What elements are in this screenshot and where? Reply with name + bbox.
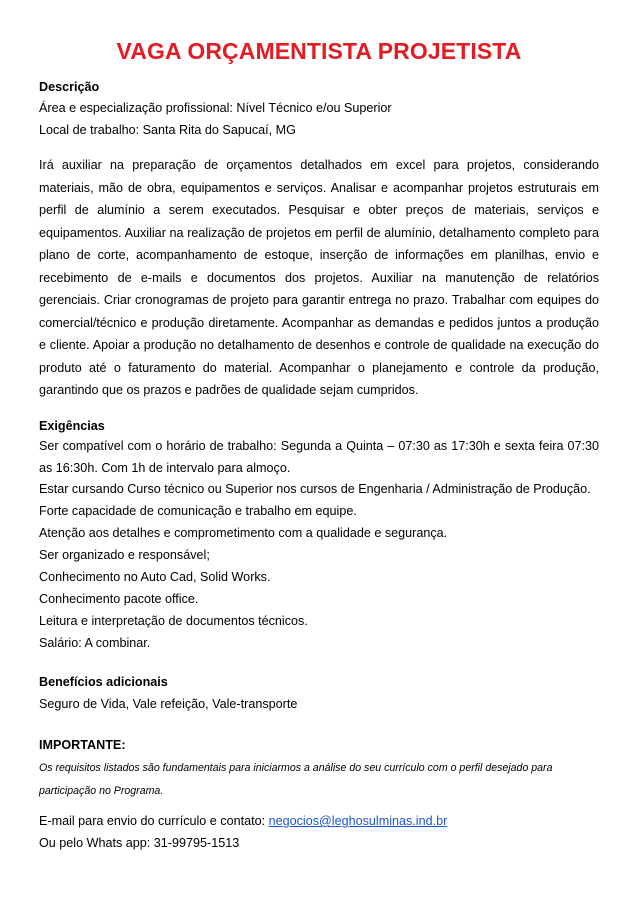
exigencia-item: Atenção aos detalhes e comprometimento com a qualidade e segurança. xyxy=(39,526,448,540)
descricao-paragraph: Irá auxiliar na preparação de orçamentos detalhados em excel para projetos, considerando materiais, mão de obra, equipamentos e serviços. Analisar e acompanhar projetos estruturais em perfil de alumínio a serem executados. Pesquisar e obter preços de materiais, serviços e equipamentos. Auxiliar na realização de projetos em perfil de alumínio, detalhamento completo para plano de corte, acompanhamento de estoque, inserção de informações em planilhas, envio e recebimento de e-mails e documentos dos projetos. Auxiliar na manutenção de relatórios gerenciais. Criar cronogramas de projeto para garantir entrega no prazo. Trabalhar com equipes do comercial/técnico e produção diretamente. Acompanhar as demandas e pedidos juntos a produção e cliente. Apoiar a produção no detalhamento de desenhos e controle de qualidade na execução do produto até o faturamento do material. Acompanhar o planejamento e controle da produção, garantindo que os prazos e padrões de qualidade sejam cumpridos. xyxy=(39,158,599,397)
exigencia-item: Leitura e interpretação de documentos técnicos. xyxy=(39,614,308,628)
exigencias-heading: Exigências xyxy=(39,419,105,433)
exigencia-item: Forte capacidade de comunicação e trabalho em equipe. xyxy=(39,504,357,518)
exigencia-item: Ser organizado e responsável; xyxy=(39,548,210,562)
local-line: Local de trabalho: Santa Rita do Sapucaí, MG xyxy=(39,123,296,137)
salario-line: Salário: A combinar. xyxy=(39,636,151,650)
importante-heading: IMPORTANTE: xyxy=(39,738,126,752)
exigencia-item: Conhecimento pacote office. xyxy=(39,592,199,606)
descricao-heading: Descrição xyxy=(39,80,100,94)
email-line xyxy=(39,814,447,828)
area-line: Área e especialização profissional: Nível Técnico e/ou Superior xyxy=(39,101,392,115)
beneficios-heading: Benefícios adicionais xyxy=(39,675,168,689)
page-title: VAGA ORÇAMENTISTA PROJETISTA xyxy=(116,38,522,64)
email-label: E-mail para envio do currículo e contato: xyxy=(39,814,269,828)
email-link[interactable]: negocios@leghosulminas.ind.br xyxy=(268,814,448,828)
whatsapp-line: Ou pelo Whats app: 31-99795-1513 xyxy=(39,836,240,850)
exigencia-item: Estar cursando Curso técnico ou Superior nos cursos de Engenharia / Administração de Produção. xyxy=(39,482,591,496)
beneficios-text: Seguro de Vida, Vale refeição, Vale-transporte xyxy=(39,697,298,711)
exigencia-item: Conhecimento no Auto Cad, Solid Works. xyxy=(39,570,271,584)
importante-text: Os requisitos listados são fundamentais para iniciarmos a análise do seu currículo com o perfil desejado para participação no Programa. xyxy=(39,762,553,797)
horario-line: Ser compatível com o horário de trabalho: Segunda a Quinta – 07:30 as 17:30h e sexta feira 07:30 as 16:30h. Com 1h de intervalo para almoço. xyxy=(39,439,599,475)
